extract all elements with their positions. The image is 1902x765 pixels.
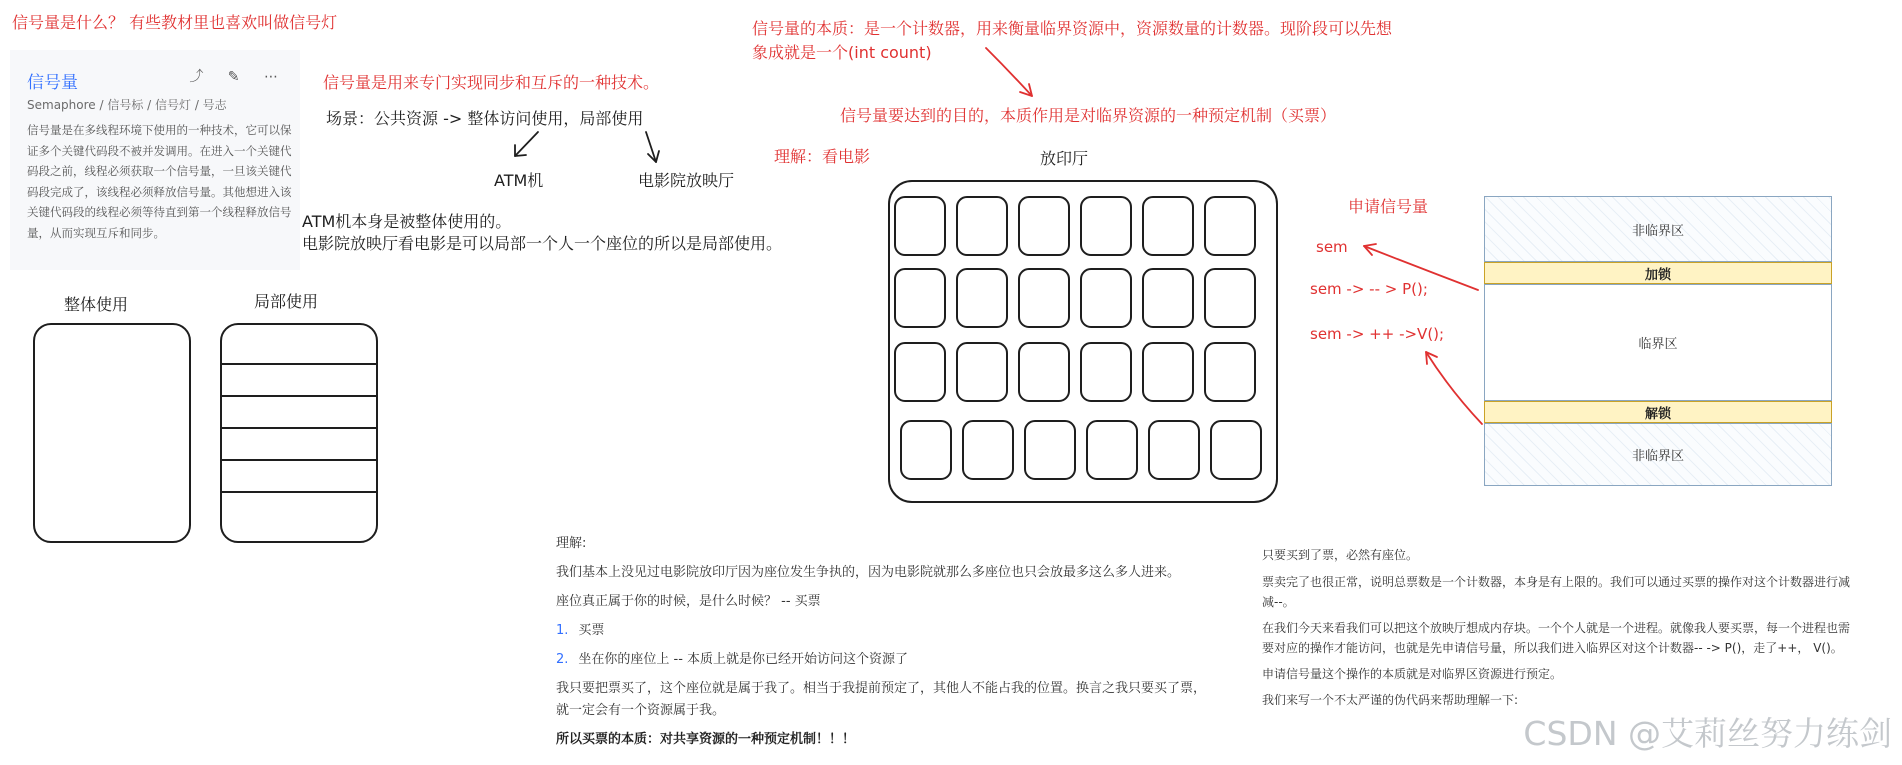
- baike-toolbar-icons[interactable]: ⤴ ✎ ⋯: [189, 69, 288, 85]
- right-l4: 申请信号量这个操作的本质就是对临界区资源进行预定。: [1262, 667, 1563, 681]
- explain-p3a: 我只要把票买了，这个座位就是属于我了。相当于我提前预定了，其他人不能占我的位置。换言之我只要买了票，: [556, 681, 1207, 696]
- explain-p1: 我们基本上没见过电影院放印厅因为座位发生争执的，因为电影院就那么多座位也只会放最多这么多人进来。: [556, 565, 1181, 580]
- partial-use-label: 局部使用: [254, 292, 319, 311]
- scene-line: 场景：公共资源 -> 整体访问使用，局部使用: [326, 109, 644, 128]
- atm-label: ATM机: [494, 171, 544, 190]
- purpose-note: 信号量要达到的目的，本质作用是对临界资源的一种预定机制（买票）: [840, 106, 1337, 125]
- hall-label: 放印厅: [1040, 149, 1089, 168]
- item2-number: 2.: [556, 652, 569, 667]
- essence-note-line2: 象成就是一个(int count): [752, 43, 932, 62]
- item1-number: 1.: [556, 623, 569, 638]
- non-critical-zone-bottom: 非临界区: [1484, 423, 1832, 486]
- code-v-op: sem -> ++ ->V();: [1310, 325, 1445, 343]
- explain-item1: [556, 619, 604, 638]
- csdn-watermark: CSDN @艾莉丝努力练剑: [1523, 714, 1892, 753]
- atm-explanation: ATM机本身是被整体使用的。: [302, 212, 512, 231]
- explain-p2: 座位真正属于你的时候，是什么时候？ -- 买票: [556, 594, 821, 609]
- right-l3a: 在我们今天来看我们可以把这个放映厅想成内存块。一个个人就是一个进程。就像我人要买票，每一个进程也需: [1262, 621, 1851, 635]
- non-critical-zone-top: 非临界区: [1484, 196, 1832, 262]
- baike-aliases: Semaphore / 信号标 / 信号灯 / 号志: [27, 98, 227, 112]
- code-sem: sem: [1316, 238, 1348, 256]
- whole-use-label: 整体使用: [64, 295, 129, 314]
- baike-title[interactable]: 信号量: [27, 73, 78, 93]
- sync-mutex-note: 信号量是用来专门实现同步和互斥的一种技术。: [323, 73, 660, 92]
- right-l2a: 票卖完了也很正常，说明总票数是一个计数器，本身是有上限的。我们可以通过买票的操作对这个计数器进行减: [1262, 575, 1851, 589]
- baike-body: 信号量是在多线程环境下使用的一种技术，它可以保证多个关键代码段不被并发调用。在进入一个关键代码段之前，线程必须获取一个信号量，一旦该关键代码段完成了，该线程必须释放信号量。其他想进入该关键代码段的线程必须等待直到第一个线程释放信号量，从而实现互斥和同步。: [27, 123, 292, 240]
- item1-text: 买票: [578, 623, 605, 638]
- code-p-op: sem -> -- > P();: [1310, 280, 1428, 298]
- explain-p3b: 就一定会有一个资源属于我。: [556, 703, 726, 718]
- cinema-explanation: 电影院放映厅看电影是可以局部一个人一个座位的所以是局部使用。: [302, 234, 783, 253]
- arrow-unlock-to-v: [1426, 352, 1482, 424]
- item2-text: 坐在你的座位上 -- 本质上就是你已经开始访问这个资源了: [578, 652, 909, 667]
- explain-heading: 理解:: [556, 536, 587, 551]
- cinema-label: 电影院放映厅: [638, 171, 735, 190]
- right-l5: 我们来写一个不太严谨的伪代码来帮助理解一下:: [1262, 693, 1519, 707]
- arrow-to-atm: [515, 132, 538, 156]
- critical-zone: 临界区: [1484, 284, 1832, 401]
- unlock-bar: 解锁: [1484, 401, 1832, 423]
- arrow-essence-to-purpose: [986, 48, 1032, 96]
- arrow-lock-to-sem: [1364, 246, 1478, 290]
- explain-item2: [556, 648, 908, 667]
- right-l1: 只要买到了票，必然有座位。: [1262, 548, 1419, 562]
- essence-note-line1: 信号量的本质：是一个计数器，用来衡量临界资源中，资源数量的计数器。现阶段可以先想: [752, 19, 1393, 38]
- right-l3b: 要对应的操作才能访问，也就是先申请信号量，所以我们进入临界区对这个计数器-- -> P()，走了++， V()。: [1262, 641, 1843, 655]
- lock-bar: 加锁: [1484, 262, 1832, 284]
- understand-movie-note: 理解：看电影: [774, 147, 871, 166]
- explain-conclusion: 所以买票的本质：对共享资源的一种预定机制！！！: [556, 732, 856, 747]
- apply-semaphore-label: 申请信号量: [1348, 197, 1429, 216]
- what-is-semaphore-note: 信号量是什么？ 有些教材里也喜欢叫做信号灯: [12, 13, 338, 32]
- right-l2b: 减--。: [1262, 595, 1295, 609]
